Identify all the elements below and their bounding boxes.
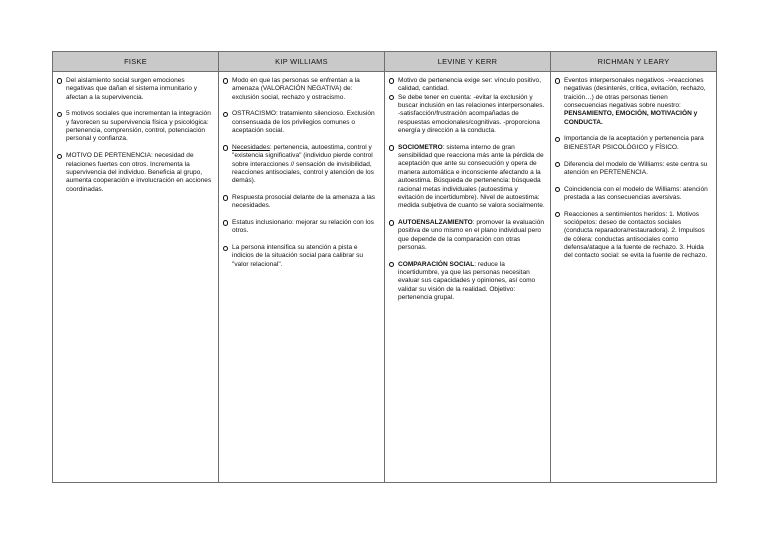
list-item bbox=[554, 77, 711, 127]
bullet-circle-icon bbox=[555, 137, 560, 142]
item-text: OSTRACISMO: tratamiento silencioso. Exclusión consensuada de los privilegios comunes o aceptación social. bbox=[232, 110, 375, 135]
bullet-circle-icon bbox=[389, 95, 394, 100]
comparison-table bbox=[52, 51, 717, 483]
item-text: Estatus inclusionario: mejorar su relación con los otros. bbox=[232, 219, 374, 235]
list-item bbox=[388, 94, 545, 136]
bullet-circle-icon bbox=[223, 112, 228, 117]
content-row bbox=[53, 72, 717, 483]
header-levine-y-kerr: LEVINE Y KERR bbox=[385, 52, 551, 72]
item-text: Eventos interpersonales negativos ->reacciones negativas (desinterés, crítica, evitación, rechazo, traición…) de otras personas tienen consecuencias negativas sobre nuestro: bbox=[564, 77, 706, 110]
bullet-list bbox=[554, 77, 711, 261]
list-item bbox=[388, 261, 545, 303]
item-text: : promover la evaluación positiva de uno mismo en el plano individual pero que depende de la comparación con otras personas. bbox=[398, 218, 545, 251]
list-item bbox=[554, 186, 711, 203]
item-text: Reacciones a sentimientos heridos: 1. Motivos sociópetos: deseo de contactos sociales (conducta reparadora/restauradora). 2. Impulsos de cólera: conductas antisociales como defensa/ataque a la fuente de rechazo. 3. Huida del contacto social: se evita la fuente de rechazo. bbox=[564, 210, 708, 260]
item-text: 5 motivos sociales que incrementan la integración y favorecen su supervivencia física y psicológica: pertenencia, comprensión, control, potenciación personal y confianza. bbox=[66, 110, 211, 143]
item-text: : sistema interno de gran sensibilidad que reacciona más ante la pérdida de aceptación que ante su consecución y opera de manera automática e inconsciente afectando a la autoestima. Búsqueda de pertenencia: búsqueda racional metas individuales (autoestima y evitación de incertidumbre). Nivel de autoestima: medida subjetiva de cuanto se valora socialmente. bbox=[398, 143, 545, 210]
bullet-circle-icon bbox=[555, 212, 560, 217]
item-text: Del aislamiento social surgen emociones negativas que dañan el sistema inmunitario y afectan a la supervivencia. bbox=[66, 77, 198, 101]
header-fiske: FISKE bbox=[53, 52, 219, 72]
item-text: Se debe tener en cuenta: -evitar la exclusión y buscar inclusión en las relaciones interpersonales. -satisfacción/frustración acompañadas de respuestas emocionales/cognitivas. -proporciona energía y dirección a la conducta. bbox=[398, 93, 545, 135]
bullet-circle-icon bbox=[223, 220, 228, 225]
bullet-circle-icon bbox=[223, 145, 228, 150]
list-item bbox=[56, 110, 213, 143]
bullet-circle-icon bbox=[57, 112, 62, 117]
header-row bbox=[53, 52, 717, 72]
list-item bbox=[56, 77, 213, 102]
item-text: Diferencia del modelo de Williams: este centra su atención en PERTENENCIA. bbox=[564, 160, 708, 176]
item-text: Coincidencia con el modelo de Williams: atención prestada a las consecuencias aversivas. bbox=[564, 185, 708, 201]
list-item bbox=[388, 144, 545, 211]
list-item bbox=[554, 135, 711, 152]
bullet-list bbox=[56, 77, 213, 194]
list-item bbox=[554, 161, 711, 178]
item-text: Modo en que las personas se enfrentan a la amenaza (VALORACIÓN NEGATIVA) de: exclusión social, rechazo y ostracismo. bbox=[232, 77, 360, 101]
list-item bbox=[56, 152, 213, 194]
bullet-circle-icon bbox=[223, 78, 228, 83]
bullet-list bbox=[222, 77, 379, 269]
column-richman-y-leary bbox=[551, 72, 717, 483]
column-fiske bbox=[53, 72, 219, 483]
column-levine-y-kerr bbox=[385, 72, 551, 483]
bullet-circle-icon bbox=[555, 78, 560, 83]
column-kip-williams bbox=[219, 72, 385, 483]
item-lead-term: COMPARACIÓN SOCIAL bbox=[398, 260, 475, 268]
bullet-circle-icon bbox=[555, 162, 560, 167]
bullet-list bbox=[388, 77, 545, 302]
item-text: : pertenencia, autoestima, control y "existencia significativa" (individuo pierde control sobre interacciones // sensación de invisibilidad, reacciones antisociales, control y atención de los demás). bbox=[232, 143, 374, 185]
bullet-circle-icon bbox=[223, 195, 228, 200]
list-item bbox=[222, 110, 379, 135]
bullet-circle-icon bbox=[57, 78, 62, 83]
list-item bbox=[388, 219, 545, 252]
bullet-circle-icon bbox=[389, 220, 394, 225]
header-richman-y-leary: RICHMAN Y LEARY bbox=[551, 52, 717, 72]
item-lead-term: AUTOENSALZAMIENTO bbox=[398, 218, 473, 226]
list-item bbox=[222, 219, 379, 236]
list-item bbox=[388, 77, 545, 94]
list-item bbox=[554, 211, 711, 261]
bullet-circle-icon bbox=[389, 145, 394, 150]
item-text: : reduce la incertidumbre, ya que las personas necesitan evaluar sus capacidades y opiniones, así como validar su visión de la realidad. Objetivo: pertenencia grupal. bbox=[398, 260, 536, 302]
list-item bbox=[222, 77, 379, 102]
item-lead-term: SOCIOMETRO bbox=[398, 143, 443, 151]
bullet-circle-icon bbox=[389, 78, 394, 83]
list-item bbox=[222, 144, 379, 186]
item-text: MOTIVO DE PERTENENCIA: necesidad de relaciones fuertes con otros. Incrementa la supervivencia del individuo. Beneficia al grupo, aumenta cooperación e involucración en acciones coordinadas. bbox=[66, 152, 212, 193]
bullet-circle-icon bbox=[57, 154, 62, 159]
bullet-circle-icon bbox=[555, 187, 560, 192]
list-item bbox=[222, 244, 379, 269]
item-text: Respuesta prosocial delante de la amenaza a las necesidades. bbox=[232, 193, 376, 210]
item-emphasis: PENSAMIENTO, EMOCIÓN, MOTIVACIÓN y CONDUCTA. bbox=[564, 110, 698, 126]
header-kip-williams: KIP WILLIAMS bbox=[219, 52, 385, 72]
item-text: Importancia de la aceptación y pertenencia para BIENESTAR PSICOLÓGICO y FÍSICO. bbox=[564, 135, 704, 151]
bullet-circle-icon bbox=[389, 262, 394, 267]
item-text: Motivo de pertenencia exige ser: vínculo positivo, calidad, cantidad. bbox=[398, 77, 542, 93]
list-item bbox=[222, 194, 379, 211]
item-text: La persona intensifica su atención a pista e indicios de la situación social para calibrar su "valor relacional". bbox=[232, 244, 364, 268]
bullet-circle-icon bbox=[223, 246, 228, 251]
item-lead-term: Necesidades bbox=[232, 143, 270, 151]
